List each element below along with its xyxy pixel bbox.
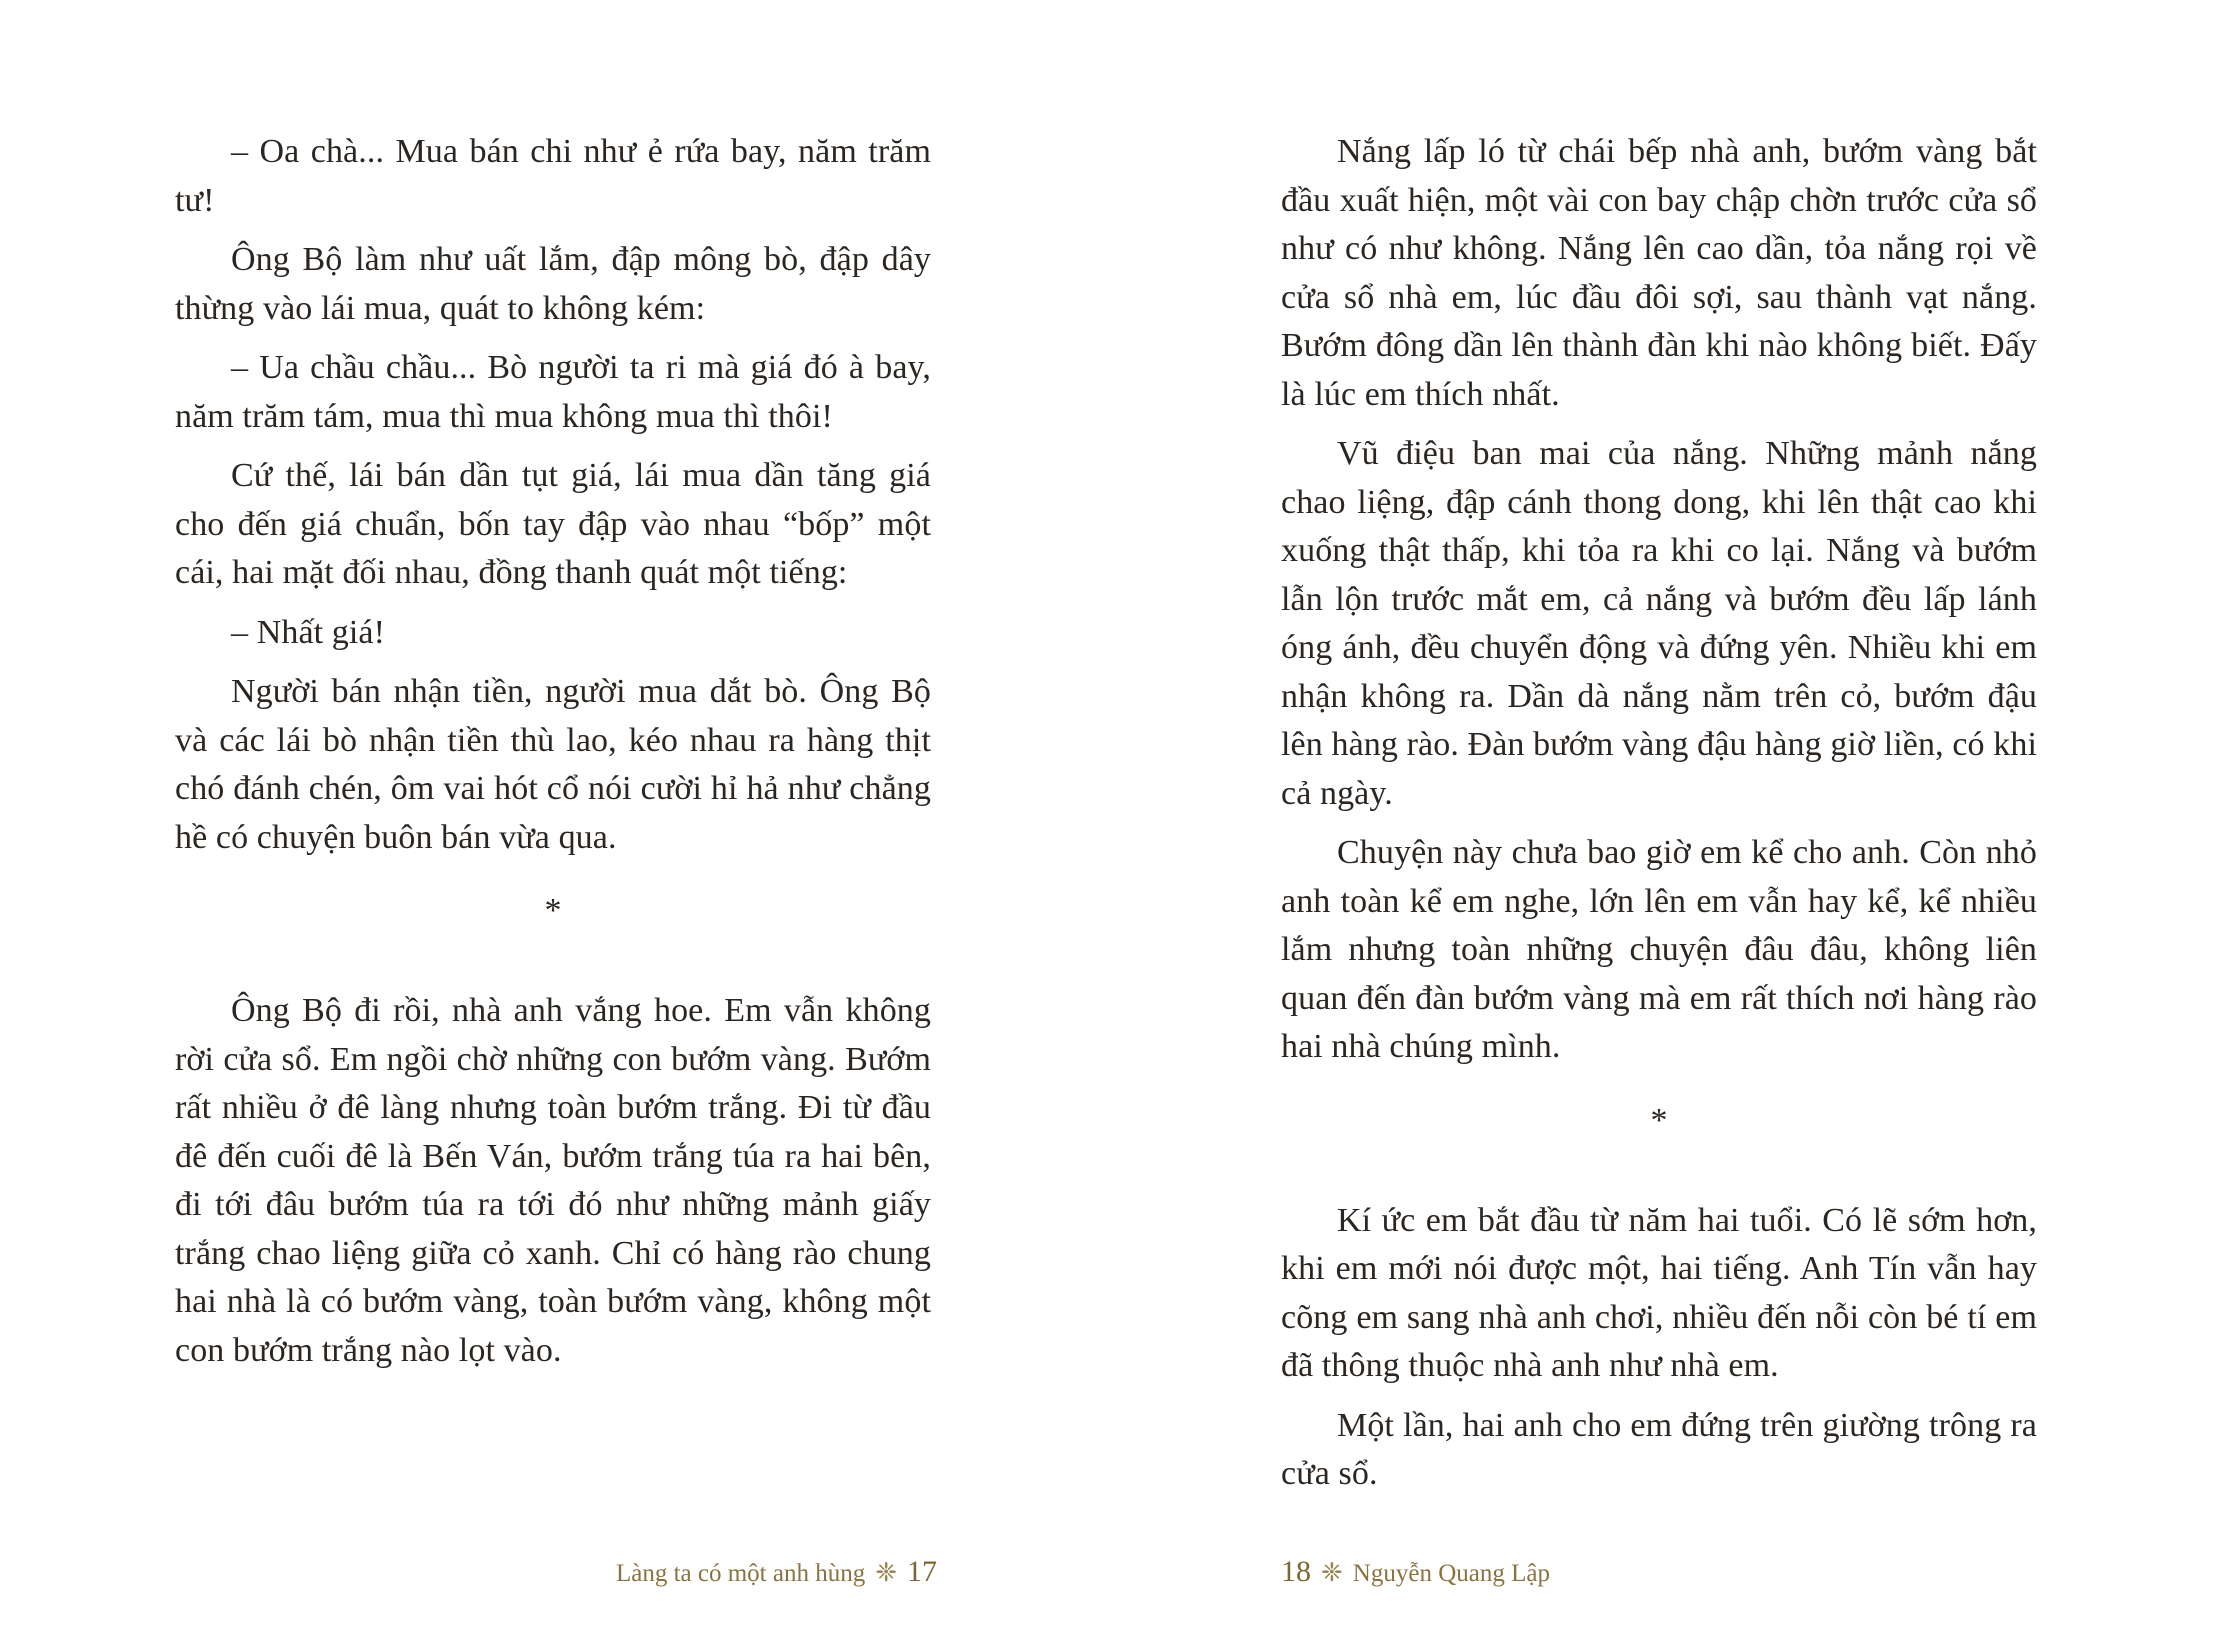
paragraph: – Oa chà... Mua bán chi như ẻ rứa bay, năm trăm tư! [175,133,931,219]
left-page-body [175,128,931,1386]
right-page-footer [1281,1555,1550,1591]
paragraph: Vũ điệu ban mai của nắng. Những mảnh nắng chao liệng, đập cánh thong dong, khi lên thật cao khi xuống thật thấp, khi tỏa ra khi co lại. Nắng và bướm lẫn lộn trước mắt em, cả nắng và bướm đều lấp lánh óng ánh, đều chuyển động và đứng yên. Nhiều khi em nhận không ra. Dần dà nắng nằm trên cỏ, bướm đậu lên hàng rào. Đàn bướm vàng đậu hàng giờ liền, có khi cả ngày. [1281,435,2037,812]
paragraph: Nắng lấp ló từ chái bếp nhà anh, bướm vàng bắt đầu xuất hiện, một vài con bay chập chờn trước cửa sổ như có như không. Nắng lên cao dần, tỏa nắng rọi về cửa sổ nhà em, lúc đầu đôi sợi, sau thành vạt nắng. Bướm đông dần lên thành đàn khi nào không biết. Đấy là lúc em thích nhất. [1281,133,2037,413]
paragraph: Người bán nhận tiền, người mua dắt bò. Ông Bộ và các lái bò nhận tiền thù lao, kéo nhau ra hàng thịt chó đánh chén, ôm vai hót cổ nói cười hỉ hả như chẳng hề có chuyện buôn bán vừa qua. [175,673,931,856]
page-number: 18 [1281,1555,1311,1588]
paragraph: Ông Bộ đi rồi, nhà anh vắng hoe. Em vẫn không rời cửa sổ. Em ngồi chờ những con bướm vàng. Bướm rất nhiều ở đê làng nhưng toàn bướm trắng. Đi từ đầu đê đến cuối đê là Bến Ván, bướm trắng túa ra hai bên, đi tới đâu bướm túa ra tới đó như những mảnh giấy trắng chao liệng giữa cỏ xanh. Chỉ có hàng rào chung hai nhà là có bướm vàng, toàn bướm vàng, không một con bướm trắng nào lọt vào. [175,992,931,1369]
left-page [0,0,1108,1646]
paragraph: – Ua chầu chầu... Bò người ta ri mà giá đó à bay, năm trăm tám, mua thì mua không mua thì thôi! [175,349,931,435]
right-page [1108,0,2217,1646]
paragraph: – Nhất giá! [231,613,386,651]
left-page-footer [616,1555,937,1591]
ornament-separator-icon: ❈ [1321,1558,1343,1587]
book-title: Làng ta có một anh hùng [615,1560,866,1587]
paragraph: Một lần, hai anh cho em đứng trên giường trông ra cửa sổ. [1281,1406,2037,1492]
scene-break-asterisk: * [544,892,562,929]
paragraph: Kí ức em bắt đầu từ năm hai tuổi. Có lẽ sớm hơn, khi em mới nói được một, hai tiếng. Anh Tín vẫn hay cõng em sang nhà anh chơi, nhiều đến nỗi còn bé tí em đã thông thuộc nhà anh như nhà em. [1281,1201,2037,1384]
right-page-body [1281,128,2037,1510]
page-number: 17 [907,1555,937,1588]
scene-break-asterisk: * [1650,1101,1668,1139]
author-name: Nguyễn Quang Lập [1352,1560,1550,1587]
paragraph: Cứ thế, lái bán dần tụt giá, lái mua dần tăng giá cho đến giá chuẩn, bốn tay đập vào nhau “bốp” một cái, hai mặt đối nhau, đồng thanh quát một tiếng: [175,457,931,591]
paragraph: Ông Bộ làm như uất lắm, đập mông bò, đập dây thừng vào lái mua, quát to không kém: [175,241,931,327]
ornament-separator-icon: ❈ [875,1558,897,1587]
paragraph: Chuyện này chưa bao giờ em kể cho anh. Còn nhỏ anh toàn kể em nghe, lớn lên em vẫn hay kể, kể nhiều lắm nhưng toàn những chuyện đâu đâu, không liên quan đến đàn bướm vàng mà em rất thích nơi hàng rào hai nhà chúng mình. [1281,834,2037,1065]
